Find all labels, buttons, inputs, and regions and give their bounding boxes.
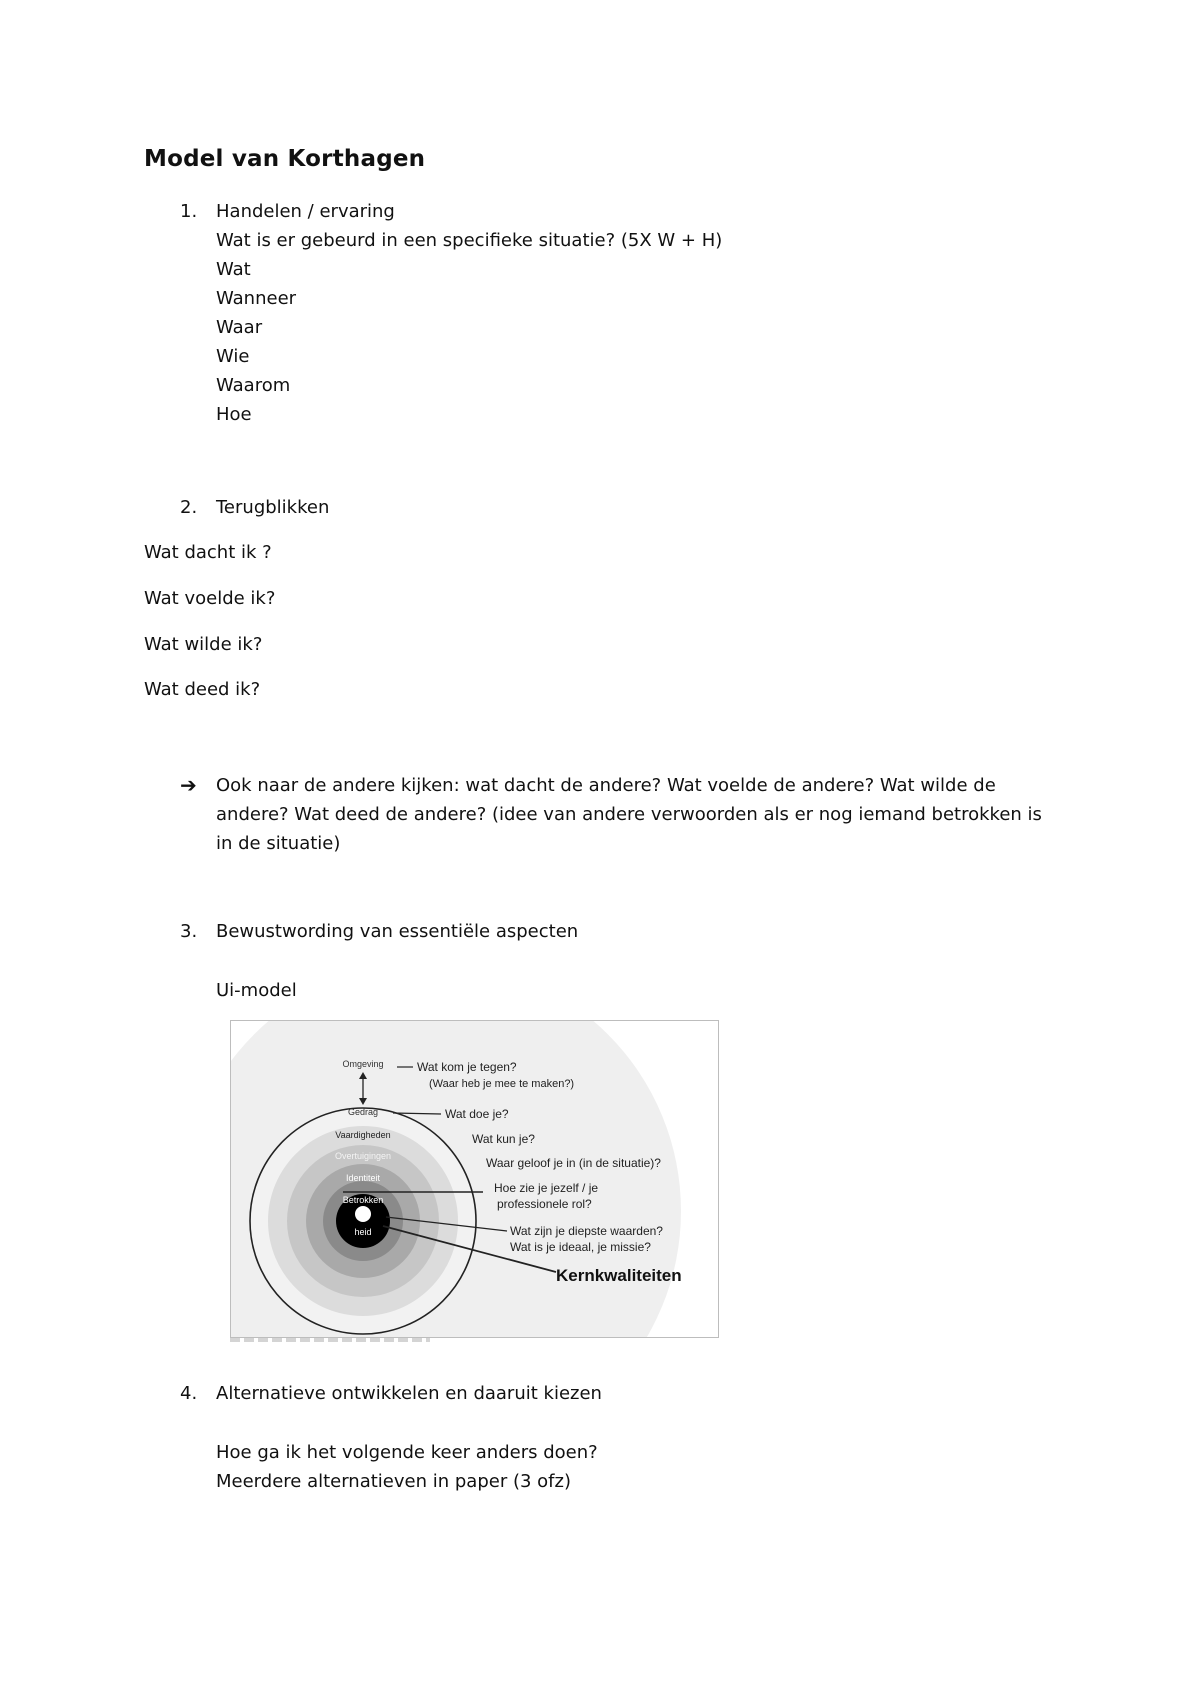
note-line: andere? Wat deed de andere? (idee van andere verwoorden als er nog iemand betrokken is [216, 804, 1042, 825]
question-environment: Wat kom je tegen? [417, 1060, 517, 1074]
label-betrokken: Betrokken [342, 1195, 384, 1205]
question-beliefs: Waar geloof je in (in de situatie)? [486, 1156, 661, 1170]
section-2-heading: Terugblikken [216, 497, 330, 518]
onion-model-diagram [231, 1021, 718, 1337]
section-3-number: 3. [180, 921, 198, 942]
arrow-bullet-icon: ➔ [180, 773, 197, 797]
section-2-question-2: Wat voelde ik? [144, 588, 276, 609]
label-gedrag: Gedrag [347, 1107, 379, 1117]
onion-model-figure [230, 1020, 719, 1338]
section-3-subheading: Ui-model [216, 980, 297, 1001]
section-2-question-1: Wat dacht ik ? [144, 542, 272, 563]
section-1-question: Wat is er gebeurd in een specifieke situatie? (5X W + H) [216, 230, 723, 251]
list-item: Wanneer [216, 288, 297, 309]
section-4-number: 4. [180, 1383, 198, 1404]
list-item: Waar [216, 317, 263, 338]
list-item: Hoe [216, 404, 252, 425]
section-1-list [216, 255, 296, 429]
label-heid: heid [354, 1227, 372, 1237]
document-title: Model van Korthagen [144, 146, 426, 172]
section-2-number: 2. [180, 497, 198, 518]
label-omgeving: Omgeving [342, 1059, 384, 1069]
section-2-question-3: Wat wilde ik? [144, 634, 263, 655]
core-dot [355, 1206, 371, 1222]
question-skills: Wat kun je? [472, 1132, 535, 1146]
label-vaardigheden: Vaardigheden [335, 1130, 391, 1140]
section-1-heading: Handelen / ervaring [216, 201, 395, 222]
label-overtuigingen: Overtuigingen [334, 1151, 392, 1161]
list-item: Wat [216, 259, 251, 280]
section-4-heading: Alternatieve ontwikkelen en daaruit kiezen [216, 1383, 602, 1404]
section-1-number: 1. [180, 201, 198, 222]
core-qualities-label: Kernkwaliteiten [556, 1266, 682, 1285]
list-item: Wie [216, 346, 250, 367]
question-values: Wat zijn je diepste waarden? [510, 1224, 663, 1238]
question-identity: Hoe zie je jezelf / je [494, 1181, 599, 1195]
list-item: Waarom [216, 375, 291, 396]
section-4-line-1: Hoe ga ik het volgende keer anders doen? [216, 1442, 598, 1463]
note-line: Ook naar de andere kijken: wat dacht de andere? Wat voelde de andere? Wat wilde de [216, 775, 996, 796]
figure-caption-fragment [230, 1338, 430, 1342]
section-4-line-2: Meerdere alternatieven in paper (3 ofz) [216, 1471, 571, 1492]
question-environment-sub: (Waar heb je mee te maken?) [429, 1078, 575, 1090]
label-identiteit: Identiteit [345, 1173, 381, 1183]
section-2-note [216, 771, 1066, 858]
note-line: in de situatie) [216, 833, 341, 854]
question-behavior: Wat doe je? [445, 1107, 509, 1121]
question-mission: Wat is je ideaal, je missie? [510, 1240, 651, 1254]
section-2-question-4: Wat deed ik? [144, 679, 261, 700]
question-identity-sub: professionele rol? [497, 1197, 592, 1211]
section-3-heading: Bewustwording van essentiële aspecten [216, 921, 579, 942]
